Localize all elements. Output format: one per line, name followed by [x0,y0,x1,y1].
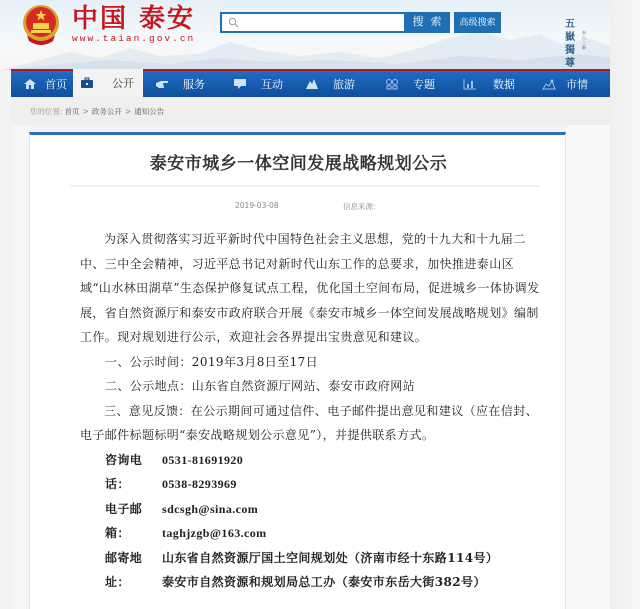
search-box[interactable] [220,12,406,33]
nav-item-data[interactable] [447,71,525,97]
notice-location: 二、公示地点：山东省自然资源厅网站、泰安市政府网站 [105,379,416,393]
breadcrumb [30,106,164,117]
nav-label: 首页 [45,78,67,91]
nav-label: 互动 [261,78,283,91]
breadcrumb-separator: > [82,107,89,116]
left-gutter [11,125,29,609]
site-logo-url: www.taian.gov.cn [72,33,196,44]
calligraphy-motto: 五 嶽 獨 尊 [565,19,575,69]
contact-email-row [80,521,540,546]
hand-pointer-icon [155,78,169,90]
nav-label: 服务 [183,78,205,91]
breadcrumb-link-open-government[interactable]: 政务公开 [91,107,122,116]
site-logo-text[interactable]: 中国 泰安 [72,4,196,34]
breadcrumb-link-home[interactable]: 首页 [64,107,80,116]
nav-item-topics[interactable] [371,71,447,97]
breadcrumb-separator: > [124,107,132,116]
publish-date: 2019-03-08 [235,201,279,210]
search-input[interactable] [240,15,400,30]
breadcrumb-bar [11,97,610,125]
address-label: 邮寄地址： [105,550,143,589]
nav-item-services[interactable] [143,71,219,97]
search-icon [228,17,239,28]
nav-label: 市情 [566,78,588,91]
city-icon [542,78,556,90]
nav-label: 数据 [493,78,515,91]
email-address[interactable]: sdcsgh@sina.com [162,501,259,516]
mailing-address: 泰安市自然资源和规划局总工办（泰安市东岳大街382号） [162,575,486,589]
right-gutter [566,125,610,609]
phone-label: 咨询电话： [105,452,143,491]
contact-address-row [80,570,540,595]
site-header [0,0,640,70]
phone-number: 0538-8293969 [162,477,237,491]
breadcrumb-link-notices[interactable]: 通知公告 [134,107,165,116]
nav-item-home[interactable] [11,71,73,97]
nav-label: 旅游 [333,78,355,91]
email-address[interactable]: taghjzgb@163.com [162,526,267,540]
title-divider [70,185,540,187]
search-button[interactable]: 搜 索 [406,12,450,33]
article-panel [29,132,566,609]
breadcrumb-lead: 您的位置: [30,107,63,116]
nav-item-interaction[interactable] [219,71,295,97]
nav-label: 专题 [413,78,435,91]
email-label: 电子邮箱： [105,501,143,540]
nav-item-tourism[interactable] [295,71,371,97]
page-right-margin [610,0,640,609]
contact-phone-row [80,472,540,497]
briefcase-icon [80,77,94,89]
feedback-paragraph: 三、意见反馈：在公示期间可通过信件、电子邮件提出意见和建议（应在信封、电子邮件标题标明“泰安战略规划公示意见”），并提供联系方式。 [80,403,539,442]
mountain-icon [305,78,319,90]
nav-item-open-government[interactable] [73,69,143,97]
info-source-label: 信息来源： [343,202,381,211]
notice-time: 一、公示时间：2019年3月8日至17日 [105,354,319,369]
article-body [80,227,540,595]
home-icon [23,78,37,90]
intro-paragraph: 为深入贯彻落实习近平新时代中国特色社会主义思想，党的十九大和十九届二中、三中全会精神，习近平总书记对新时代山东工作的总要求，加快推进泰山区域“山水林田湖草”生态保护修复试点工程，优化国土空间布局，促进城乡一体协调发展，省自然资源厅和泰安市政府联合开展《泰安市城乡一体空间发展战略规划》编制工作。现对规划进行公示，欢迎社会各界提出宝贵意见和建议。 [80,232,540,344]
nav-label: 公开 [112,77,134,90]
phone-number: 0531-81691920 [162,452,244,467]
main-nav [11,69,610,97]
article-title: 泰安市城乡一体空间发展战略规划公示 [149,154,448,174]
chart-icon [463,78,477,90]
advanced-search-button[interactable]: 高级搜索 [454,12,501,33]
chat-bubble-icon [233,78,247,90]
topics-icon [385,78,399,90]
nav-item-city-info[interactable] [525,71,610,97]
calligraphy-subtext: 泰 山 之 巔 [582,30,586,50]
mailing-address: 山东省自然资源厅国土空间规划处（济南市经十东路114号） [162,550,499,565]
national-emblem-icon [21,3,61,45]
